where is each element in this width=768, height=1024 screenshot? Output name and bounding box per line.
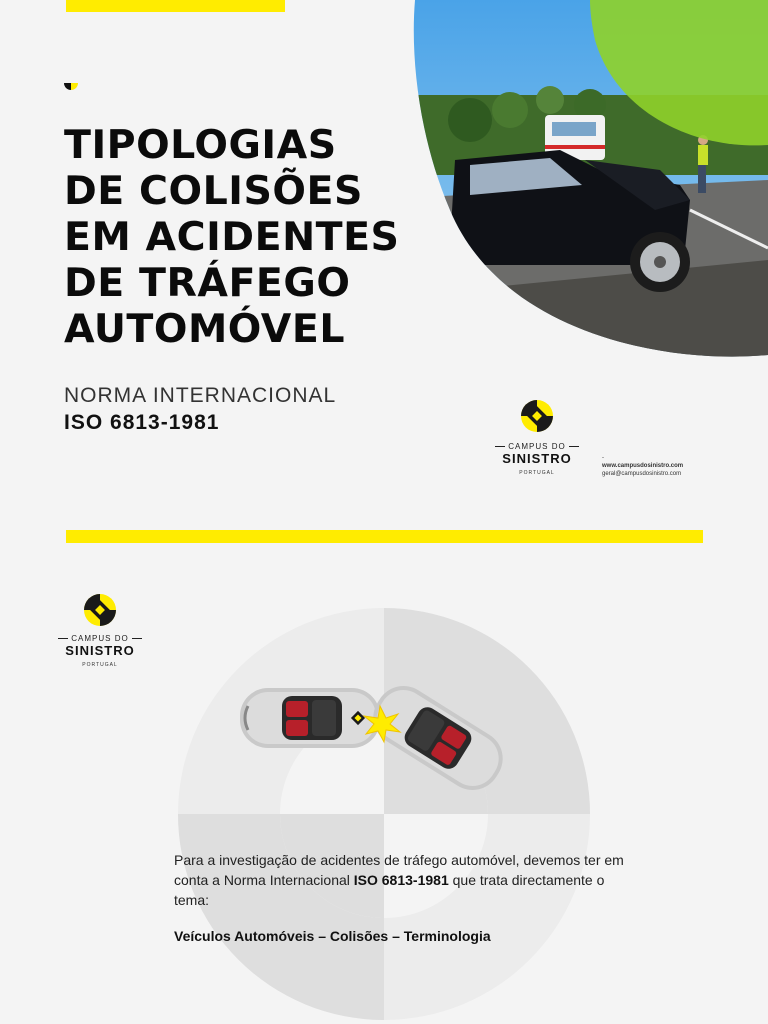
logo-top-line: CAMPUS DO [71, 634, 129, 643]
collision-illustration [238, 676, 518, 796]
logo-country: PORTUGAL [82, 662, 118, 668]
title-line-2: DE COLISÕES [64, 168, 363, 214]
section-divider-bar [66, 530, 703, 543]
subtitle: NORMA INTERNACIONAL [64, 384, 337, 407]
para-text-2: que trata directamente o tema: [174, 872, 605, 908]
logo-name: SINISTRO [502, 451, 572, 466]
email-link[interactable]: geral@campusdosinistro.com [602, 471, 682, 477]
title-line-1: TIPOLOGIAS [64, 122, 337, 168]
cover-logo [494, 398, 580, 484]
title-line-5: AUTOMÓVEL [64, 306, 345, 352]
logo-emblem-icon [58, 592, 142, 630]
logo-country: PORTUGAL [519, 470, 555, 476]
logo-name: SINISTRO [65, 643, 135, 658]
title-line-3: EM ACIDENTES [64, 214, 400, 260]
para-standard: ISO 6813-1981 [353, 872, 449, 888]
top-accent-bar [66, 0, 285, 12]
website-link[interactable]: www.campusdosinistro.com [602, 463, 684, 469]
corner-mark-icon [64, 76, 78, 90]
terminology-line: Veículos Automóveis – Colisões – Terminologia [174, 928, 491, 944]
logo-top-line: CAMPUS DO [508, 442, 566, 451]
crash-photo [360, 0, 768, 360]
intro-paragraph [174, 850, 634, 910]
contact-dash: - [602, 455, 604, 461]
para-text-1: Para a investigação de acidentes de tráfego automóvel, devemos ter em conta a Norma Internacional [174, 852, 624, 888]
title-line-4: DE TRÁFEGO [64, 260, 351, 306]
logo-emblem-icon [494, 398, 580, 438]
standard-code: ISO 6813-1981 [64, 411, 220, 434]
background-target-circle [178, 608, 590, 1020]
page-logo [58, 592, 142, 676]
contact-info [602, 454, 683, 478]
